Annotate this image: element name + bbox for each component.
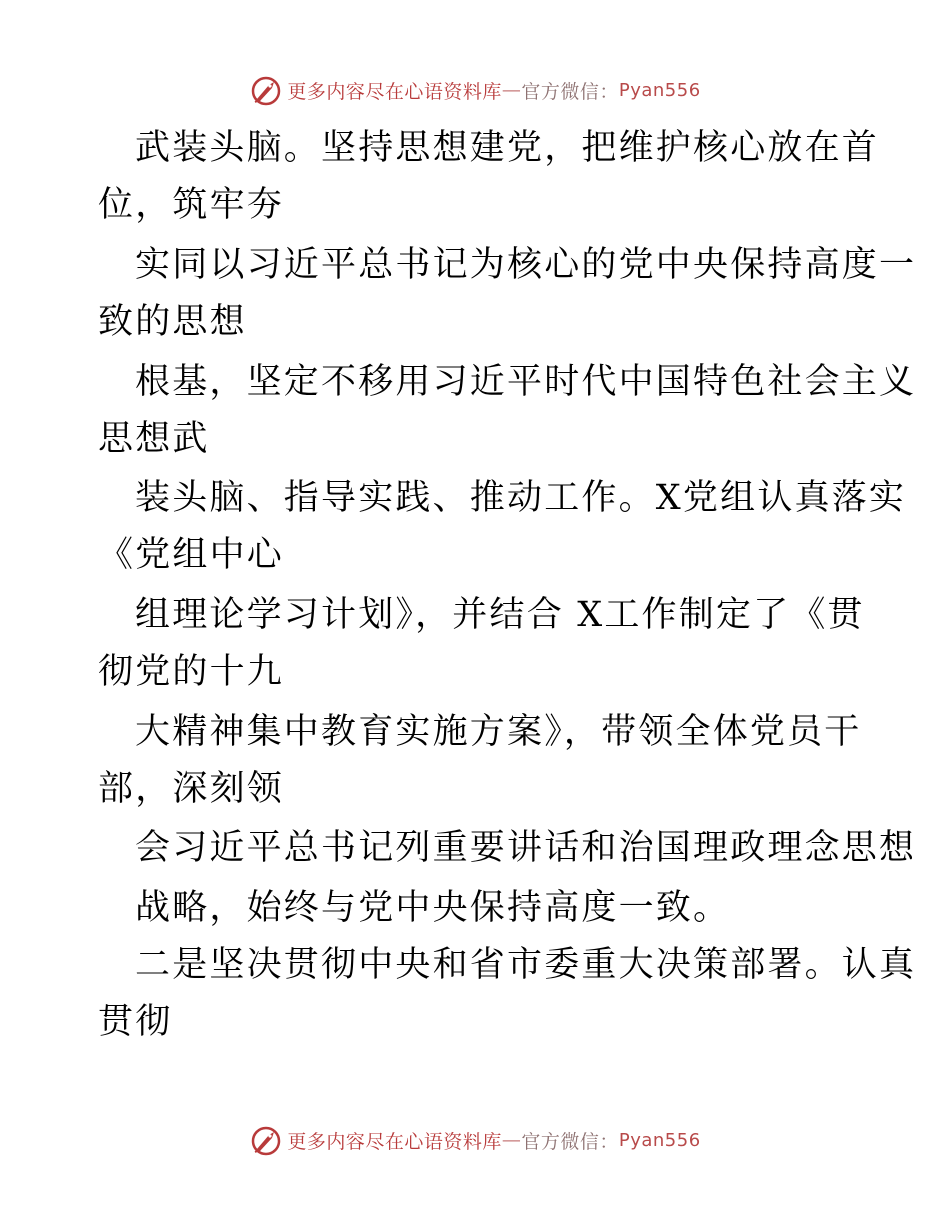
header-watermark — [0, 72, 950, 108]
watermark-wechat-id: Pyan556 — [618, 1129, 701, 1151]
pen-nib-logo-icon — [249, 1123, 283, 1157]
watermark-wechat-label: 官方微信： — [521, 1130, 619, 1153]
paragraph-line: 贯彻 — [98, 1002, 173, 1042]
watermark-dash: — — [501, 79, 522, 101]
paragraph-line: 根基，坚定不移用习近平时代中国特色社会主义 — [135, 362, 917, 402]
pen-nib-logo-icon — [249, 73, 283, 107]
watermark-wechat-label: 官方微信： — [521, 80, 619, 103]
paragraph-line: 位，筑牢夯 — [98, 185, 285, 225]
paragraph-line: 二是坚决贯彻中央和省市委重大决策部署。认真 — [135, 945, 917, 985]
footer-watermark — [0, 1122, 950, 1158]
paragraph-line: 战略，始终与党中央保持高度一致。 — [135, 888, 731, 928]
paragraph-line: 实同以习近平总书记为核心的党中央保持高度一 — [135, 245, 917, 285]
watermark-wechat-id: Pyan556 — [618, 79, 701, 101]
watermark-site-text: 更多内容尽在心语资料库 — [287, 80, 502, 103]
watermark-dash: — — [501, 1129, 522, 1151]
paragraph-line: 装头脑、指导实践、推动工作。X党组认真落实 — [135, 478, 907, 518]
paragraph-line: 彻党的十九 — [98, 652, 285, 692]
paragraph-line: 《党组中心 — [98, 535, 285, 575]
watermark-site-text: 更多内容尽在心语资料库 — [287, 1130, 502, 1153]
paragraph-line: 武装头脑。坚持思想建党，把维护核心放在首 — [135, 128, 880, 168]
paragraph-line: 大精神集中教育实施方案》，带领全体党员干 — [135, 712, 862, 752]
paragraph-line: 思想武 — [98, 419, 210, 459]
paragraph-line: 会习近平总书记列重要讲话和治国理政理念思想 — [135, 828, 917, 868]
paragraph-line: 组理论学习计划》，并结合 X工作制定了《贯 — [135, 595, 865, 635]
paragraph-line: 部，深刻领 — [98, 769, 285, 809]
paragraph-line: 致的思想 — [98, 302, 247, 342]
